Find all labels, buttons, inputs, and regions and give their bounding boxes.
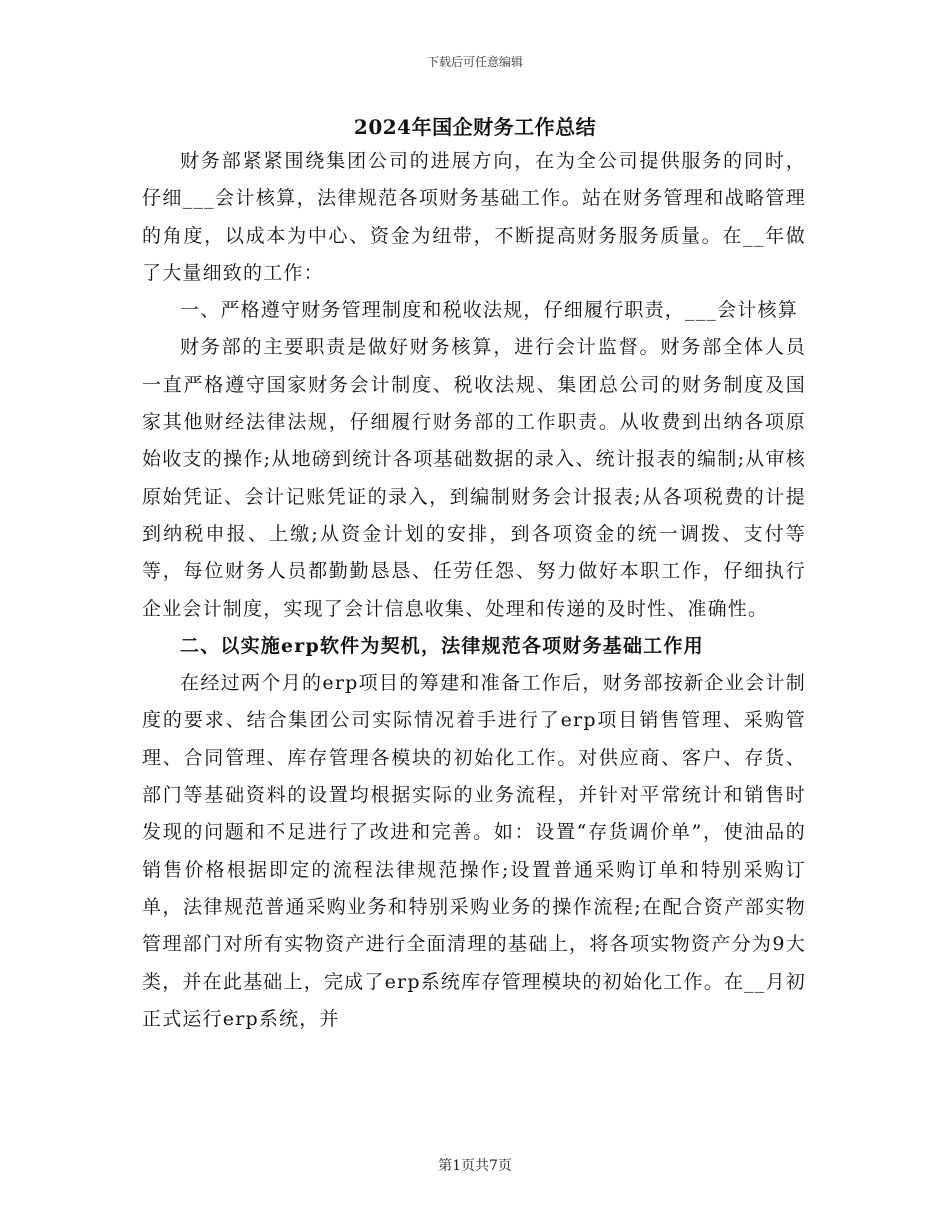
paragraph-intro: 财务部紧紧围绕集团公司的进展方向，在为全公司提供服务的同时，仔细___会计核算，法律规范各项财务基础工作。站在财务管理和战略管理的角度，以成本为中心、资金为纽带，不断提高财务服务质量。在__年做了大量细致的工作： (142, 150, 806, 284)
page-header-note: 下载后可任意编辑 (426, 55, 523, 69)
document-title: 2024年国企财务工作总结 (353, 115, 597, 139)
paragraph-section-one-body: 财务部的主要职责是做好财务核算，进行会计监督。财务部全体人员一直严格遵守国家财务会计制度、税收法规、集团总公司的财务制度及国家其他财经法律法规，仔细履行财务部的工作职责。从收费到出纳各项原始收支的操作;从地磅到统计各项基础数据的录入、统计报表的编制;从审核原始凭证、会计记账凭证的录入，到编制财务会计报表;从各项税费的计提到纳税申报、上缴;从资金计划的安排，到各项资金的统一调拨、支付等等，每位财务人员都勤勤恳恳、任劳任怨、努力做好本职工作，仔细执行企业会计制度，实现了会计信息收集、处理和传递的及时性、准确性。 (142, 336, 806, 620)
document-body (142, 143, 806, 1038)
paragraph-section-two-body: 在经过两个月的erp项目的筹建和准备工作后，财务部按新企业会计制度的要求、结合集团公司实际情况着手进行了erp项目销售管理、采购管理、合同管理、库存管理各模块的初始化工作。对供应商、客户、存货、部门等基础资料的设置均根据实际的业务流程，并针对平常统计和销售时发现的问题和不足进行了改进和完善。如：设置“存货调价单”，使油品的销售价格根据即定的流程法律规范操作;设置普通采购订单和特别采购订单，法律规范普通采购业务和特别采购业务的操作流程;在配合资产部实物管理部门对所有实物资产进行全面清理的基础上，将各项实物资产分为9大类，并在此基础上，完成了erp系统库存管理模块的初始化工作。在__月初正式运行erp系统，并 (142, 672, 806, 1030)
paragraph-section-two-heading: 二、以实施erp软件为契机，法律规范各项财务基础工作用 (180, 634, 704, 657)
page-number: 第1页共7页 (438, 1158, 512, 1174)
paragraph-section-one-heading: 一、严格遵守财务管理制度和税收法规，仔细履行职责，___会计核算 (180, 299, 798, 322)
